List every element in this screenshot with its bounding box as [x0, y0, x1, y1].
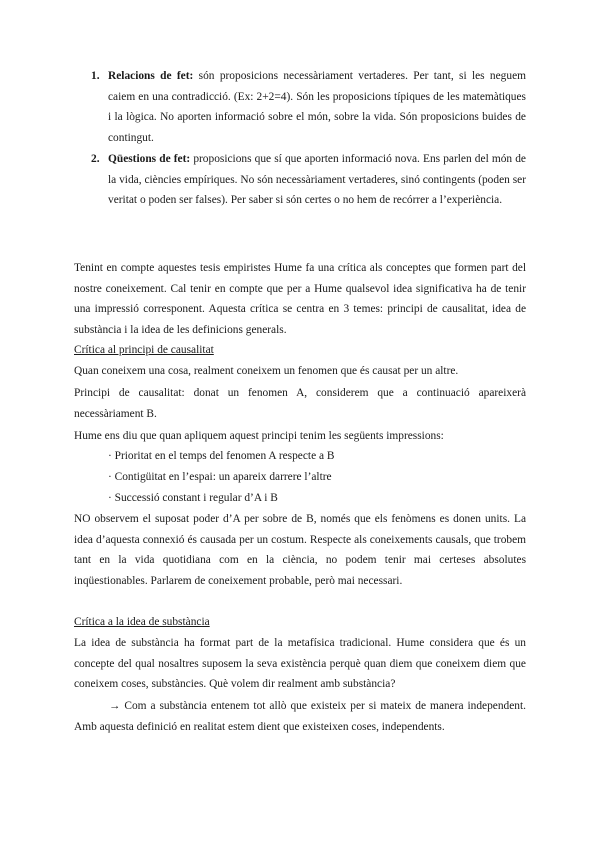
- section-heading-substance: Crítica a la idea de substància: [74, 616, 210, 628]
- list-item: [74, 66, 526, 148]
- list-text: proposicions que sí que aporten informació nova. Ens parlen del món de la vida, ciències empíriques. No són necessàriament vertaderes, sinó contingents (poden ser veritat o poden ser falses). Per saber si són certes o no hem de recórrer a l’experiència.: [108, 153, 526, 206]
- impression-bullet: · Prioritat en el temps del fenomen A respecte a B: [108, 450, 335, 462]
- causality-paragraph-3: Hume ens diu que quan apliquem aquest principi tenim les següents impressions:: [74, 430, 444, 442]
- causality-paragraph-1: Quan coneixem una cosa, realment coneixem un fenomen que és causat per un altre.: [74, 365, 459, 377]
- list-number: 1.: [91, 70, 100, 82]
- list-item: [74, 149, 526, 211]
- impression-bullet: · Contigüitat en l’espai: un apareix darrere l’altre: [108, 471, 332, 483]
- impression-bullet: · Successió constant i regular d’A i B: [108, 492, 278, 504]
- list-number: 2.: [91, 153, 100, 165]
- list-text: són proposicions necessàriament vertaderes. Per tant, si les neguem caiem en una contradicció. (Ex: 2+2=4). Són les proposicions típiques de les matemàtiques i la lògica. No aporten informació sobre el món, sobre la vida. Són proposicions buides de contingut.: [108, 70, 526, 144]
- list-term: Qüestions de fet:: [108, 153, 191, 165]
- causality-paragraph-2: Principi de causalitat: donat un fenomen A, considerem que a continuació apareixerà necessàriament B.: [74, 387, 526, 420]
- substance-paragraph-2: → Com a substància entenem tot allò que existeix per si mateix de manera independent. Amb aquesta definició en realitat estem dient que existeixen coses, independents.: [74, 700, 526, 733]
- definitions-list: [74, 66, 526, 212]
- intro-paragraph: Tenint en compte aquestes tesis empiristes Hume fa una crítica als conceptes que formen part del nostre coneixement. Cal tenir en compte que per a Hume qualsevol idea significativa ha de tenir una impressió corresponent. Aquesta crítica se centra en 3 temes: principi de causalitat, idea de substància i la idea de les definicions generals.: [74, 262, 526, 336]
- causality-paragraph-4: NO observem el suposat poder d’A per sobre de B, només que els fenòmens es donen units. La idea d’aquesta connexió és causada per un costum. Respecte als coneixements causals, que trobem tant en la vida quotidiana com en la ciència, no podem tenir mai certeses absolutes inqüestionables. Parlarem de coneixement probable, però mai necessari.: [74, 513, 526, 587]
- section-heading-causality: Crítica al principi de causalitat: [74, 344, 214, 356]
- substance-paragraph-1: La idea de substància ha format part de la metafísica tradicional. Hume considera que és un concepte del qual nosaltres suposem la seva existència perquè quan diem que coneixem diem que coneixem coses, substàncies. Què volem dir realment amb substància?: [74, 637, 526, 690]
- list-term: Relacions de fet:: [108, 70, 194, 82]
